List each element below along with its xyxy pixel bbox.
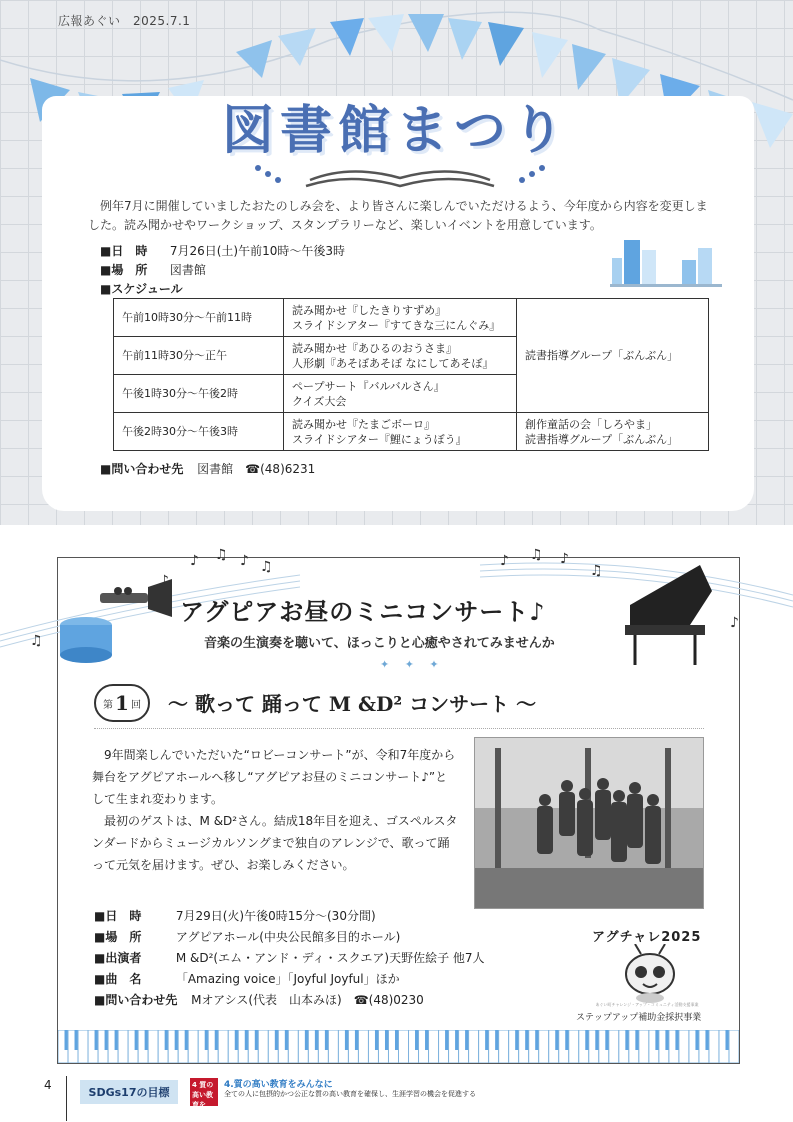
festival-schedule-label: ■スケジュール (100, 282, 183, 296)
page-number: 4 (44, 1078, 52, 1092)
svg-text:♫: ♫ (260, 559, 273, 575)
festival-datetime (100, 242, 345, 259)
sdg-description: 全ての人に包摂的かつ公正な質の高い教育を確保し、生涯学習の機会を促進する (224, 1090, 476, 1098)
white-key (539, 1030, 549, 1063)
svg-text:♫: ♫ (30, 633, 43, 649)
round-badge (94, 684, 150, 722)
festival-contact-value: 図書館 ☎(48)6231 (197, 462, 316, 476)
table-row (114, 413, 709, 451)
open-book-icon (250, 150, 550, 200)
festival-place-value: 図書館 (169, 263, 206, 277)
white-key (679, 1030, 689, 1063)
concert-songs-value: 「Amazing voice」「Joyful Joyful」ほか (175, 972, 400, 986)
program-line: 人形劇『あそぼあそぼ なにしてあそぼ』 (292, 356, 494, 370)
agchare-small-text: あぐい町チャレンジ・アップ・コミュニティ活動支援事業 (595, 1002, 699, 1007)
festival-datetime-value: 7月26日(土)午前10時〜午後3時 (169, 244, 346, 258)
concert-songs-label: ■曲 名 (94, 972, 142, 986)
festival-place (100, 261, 206, 278)
program-line: 読み聞かせ『したきりすずめ』 (292, 303, 447, 317)
concert-place-label: ■場 所 (94, 930, 142, 944)
concert-subtitle: 音楽の生演奏を聴いて、ほっこりと心癒やされてみませんか (204, 636, 555, 651)
festival-schedule-heading (100, 280, 183, 297)
concert-title: アグピアお昼のミニコンサート♪ (180, 597, 546, 626)
concert-place-value: アグピアホール(中央公民館多目的ホール) (175, 930, 401, 944)
concert-datetime-value: 7月29日(火)午後0時15分〜(30分間) (175, 909, 376, 923)
white-key (399, 1030, 409, 1063)
svg-text:♪: ♪ (240, 553, 249, 569)
white-key (148, 1030, 158, 1063)
festival-place-label: ■場 所 (100, 263, 148, 277)
white-key (729, 1030, 739, 1063)
white-key (609, 1030, 619, 1063)
bookshelf-icon (610, 236, 722, 288)
white-key (118, 1030, 128, 1063)
white-key (188, 1030, 198, 1063)
concert-songs (94, 970, 400, 987)
svg-text:♫: ♫ (530, 547, 543, 563)
svg-text:♫: ♫ (215, 547, 228, 563)
concert-performer-label: ■出演者 (94, 951, 142, 965)
schedule-program (284, 413, 517, 451)
white-key (78, 1030, 88, 1063)
white-key (328, 1030, 338, 1063)
svg-text:♪: ♪ (730, 615, 739, 631)
svg-text:♪: ♪ (500, 553, 509, 569)
festival-datetime-label: ■日 時 (100, 244, 148, 258)
svg-text:♫: ♫ (590, 563, 603, 579)
drum-icon (60, 617, 112, 663)
round-prefix: 第 (103, 699, 114, 711)
concert-place (94, 928, 400, 945)
schedule-performer: 読書指導グループ「ぶんぶん」 (517, 299, 709, 413)
concert-contact (94, 991, 424, 1008)
white-key (258, 1030, 268, 1063)
festival-contact (100, 460, 315, 477)
table-row (114, 299, 709, 337)
svg-text:♪: ♪ (560, 551, 569, 567)
program-line: ペープサート『バルバルさん』 (292, 379, 445, 393)
white-key (358, 1030, 368, 1063)
white-key (499, 1030, 509, 1063)
program-line: 読み聞かせ『あひるのおうさま』 (292, 341, 457, 355)
round-title: 〜 歌って 踊って M &D² コンサート 〜 (168, 692, 537, 716)
program-line: 読み聞かせ『たまごボーロ』 (292, 417, 435, 431)
program-line: スライドシアター『鯉にょうぼう』 (292, 432, 467, 446)
svg-text:♪: ♪ (190, 553, 199, 569)
concert-contact-value: Mオアシス(代表 山本みほ) ☎(48)0230 (191, 993, 424, 1007)
white-key (288, 1030, 298, 1063)
sparkle-icon: ✦ ✦ ✦ (380, 658, 445, 671)
performers-photo (474, 737, 704, 909)
agchare-title: アグチャレ2025 (592, 930, 702, 945)
white-key (709, 1030, 719, 1063)
schedule-performer (517, 413, 709, 451)
concert-datetime-label: ■日 時 (94, 909, 142, 923)
schedule-program (284, 299, 517, 337)
divider (94, 728, 704, 729)
concert-description (92, 744, 458, 876)
white-key (569, 1030, 579, 1063)
performer-line: 読書指導グループ「ぶんぶん」 (525, 432, 679, 446)
schedule-time: 午前10時30分〜午前11時 (114, 299, 284, 337)
mascot-icon (605, 944, 695, 1004)
agchare-subtitle: ステップアップ補助金採択事業 (576, 1013, 702, 1023)
sdg-title: 4.質の高い教育をみんなに (224, 1080, 333, 1090)
performer-line: 創作童話の会「しろやま」 (525, 417, 657, 431)
schedule-time: 午前11時30分〜正午 (114, 337, 284, 375)
svg-text:♪: ♪ (160, 573, 169, 589)
divider (66, 1076, 67, 1121)
concert-performer (94, 949, 485, 966)
schedule-program (284, 375, 517, 413)
white-key (218, 1030, 228, 1063)
white-key (639, 1030, 649, 1063)
piano-keyboard-decoration (58, 1030, 739, 1063)
festival-title: 図書館まつり (221, 101, 570, 161)
sdg-goal-4-icon (190, 1078, 218, 1109)
concert-datetime (94, 907, 376, 924)
program-line: スライドシアター『すてきな三にんぐみ』 (292, 318, 501, 332)
schedule-time: 午後1時30分〜午後2時 (114, 375, 284, 413)
piano-icon (625, 565, 712, 665)
round-suffix: 回 (130, 699, 141, 711)
schedule-time: 午後2時30分〜午後3時 (114, 413, 284, 451)
concert-paragraph: 9年間楽しんでいただいた“ロビーコンサート”が、令和7年度から舞台をアグピアホールへ移し“アグピアお昼のミニコンサート♪”として生まれ変わります。 (92, 748, 456, 806)
concert-contact-label: ■問い合わせ先 (94, 993, 178, 1007)
sdg-badge: SDGs17の目標 (80, 1080, 178, 1104)
festival-intro: 例年7月に開催していましたおたのしみ会を、より皆さんに楽しんでいただけるよう、今年度から内容を変更しました。読み聞かせやワークショップ、スタンプラリーなど、楽しいイベントを用意しています。 (88, 199, 708, 232)
schedule-table (113, 298, 709, 451)
festival-contact-label: ■問い合わせ先 (100, 462, 184, 476)
concert-performer-value: M &D²(エム・アンド・ディ・スクエア)天野佐絵子 他7人 (175, 951, 485, 965)
concert-paragraph: 最初のゲストは、M &D²さん。結成18年目を迎え、ゴスペルスタンダードからミュージカルソングまで独自のアレンジで、歌って踊って元気を届けます。ぜひ、お楽しみください。 (92, 814, 458, 872)
white-key (429, 1030, 439, 1063)
round-number: 1 (115, 691, 129, 715)
schedule-program (284, 337, 517, 375)
white-key (469, 1030, 479, 1063)
issue-header: 広報あぐい 2025.7.1 (58, 14, 191, 28)
program-line: クイズ大会 (292, 394, 347, 408)
sdg-icon-text: 4 質の高い教育を (192, 1081, 214, 1109)
